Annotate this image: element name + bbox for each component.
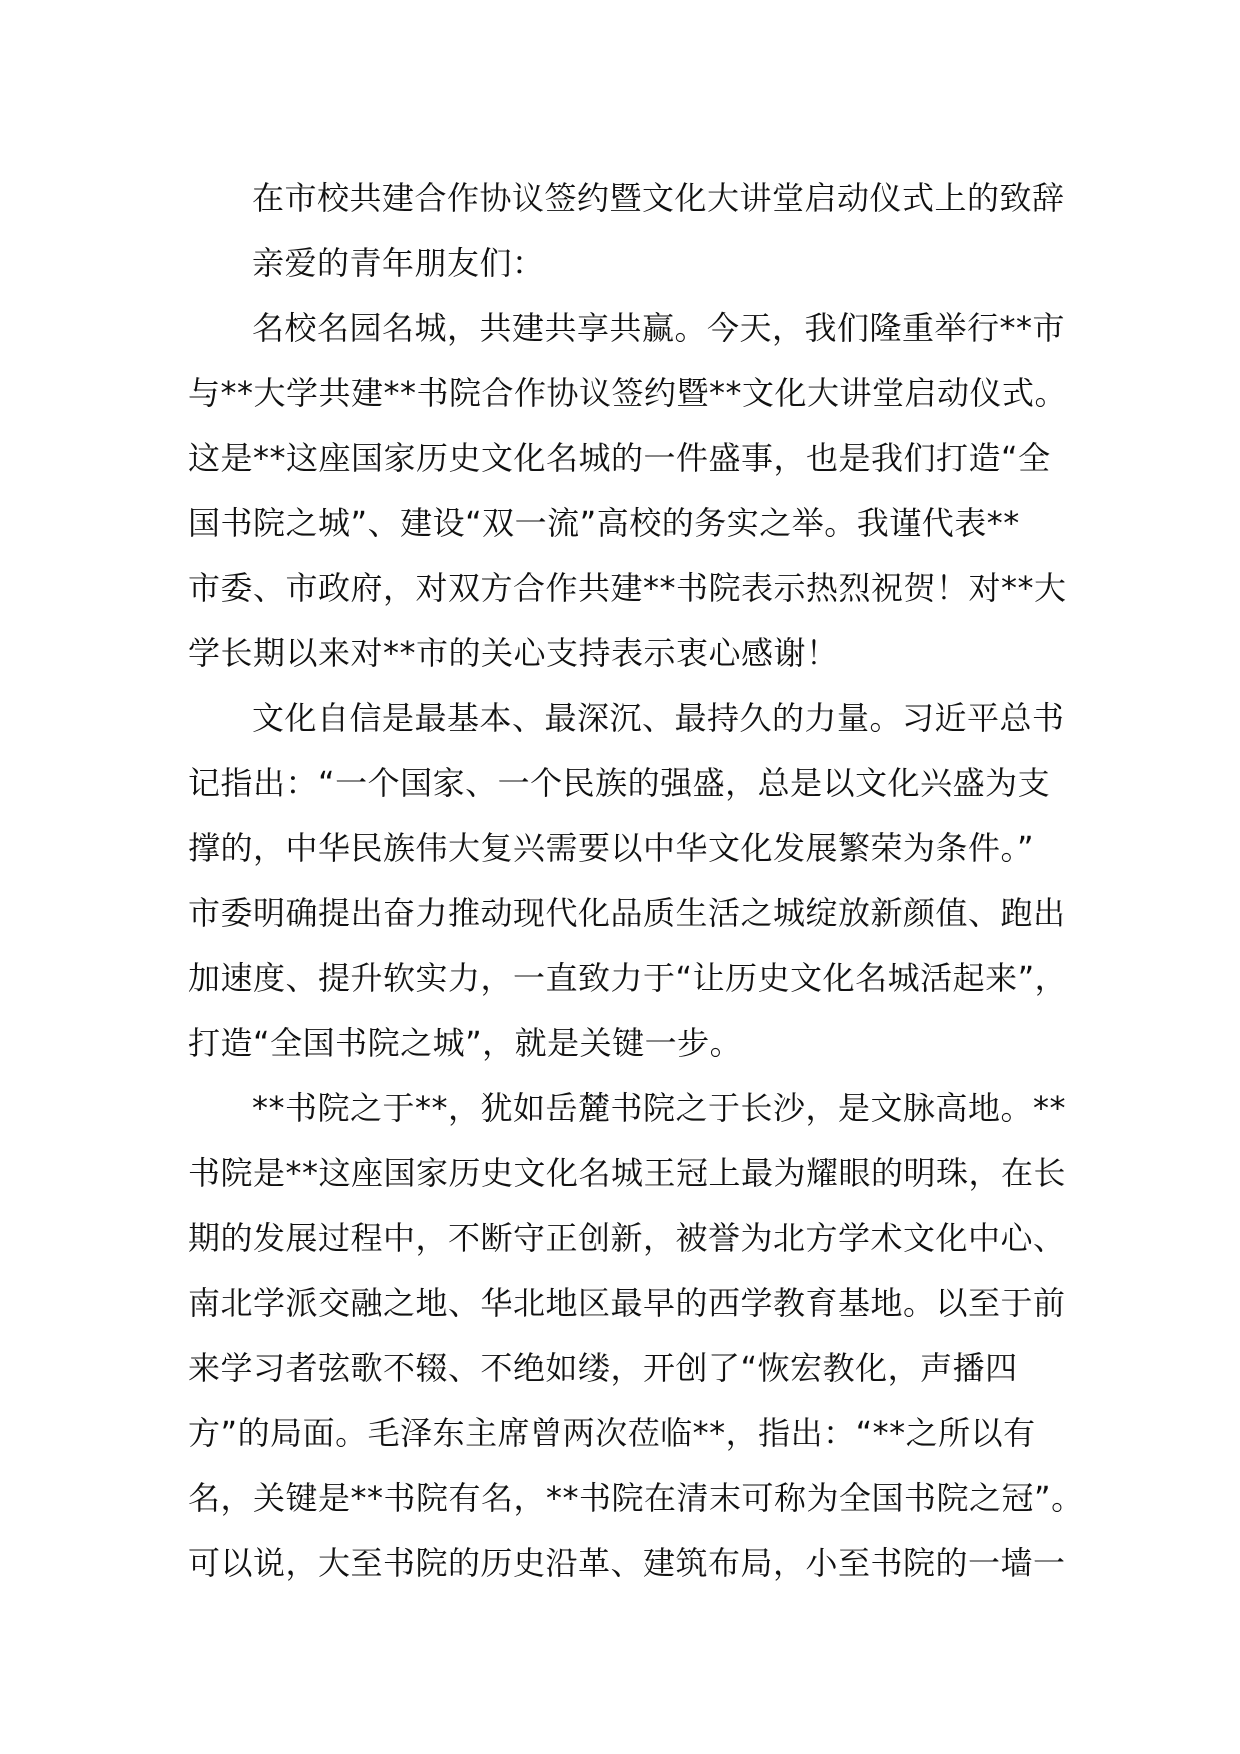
- paragraph-line: 与**大学共建**书院合作协议签约暨**文化大讲堂启动仪式。: [188, 374, 1068, 412]
- paragraph-line: 学长期以来对**市的关心支持表示衷心感谢！: [188, 634, 839, 672]
- paragraph-line: 加速度、提升软实力，一直致力于“让历史文化名城活起来”，: [188, 959, 1068, 997]
- paragraph-line: 打造“全国书院之城”，就是关键一步。: [188, 1024, 743, 1062]
- document-body: [188, 166, 1084, 1596]
- paragraph-line: 市委明确提出奋力推动现代化品质生活之城绽放新颜值、跑出: [188, 894, 1066, 932]
- paragraph-line: 市委、市政府，对双方合作共建**书院表示热烈祝贺！对**大: [188, 569, 1067, 607]
- paragraph-2: [188, 686, 1076, 1076]
- paragraph-line: 期的发展过程中，不断守正创新，被誉为北方学术文化中心、: [188, 1219, 1066, 1257]
- paragraph-line: 名，关键是**书院有名，**书院在清末可称为全国书院之冠”。: [188, 1479, 1084, 1517]
- paragraph-line: 文化自信是最基本、最深沉、最持久的力量。习近平总书: [252, 699, 1065, 737]
- paragraph-line: 记指出：“一个国家、一个民族的强盛，总是以文化兴盛为支: [188, 764, 1051, 802]
- paragraph-line: 来学习者弦歌不辍、不绝如缕，开创了“恢宏教化，声播四: [188, 1349, 1018, 1387]
- paragraph-line: 名校名园名城，共建共享共赢。今天，我们隆重举行**市: [252, 309, 1066, 347]
- paragraph-line: 南北学派交融之地、华北地区最早的西学教育基地。以至于前: [188, 1284, 1066, 1322]
- paragraph-line: 国书院之城”、建设“双一流”高校的务实之举。我谨代表**: [188, 504, 1020, 542]
- paragraph-line: 撑的，中华民族伟大复兴需要以中华文化发展繁荣为条件。”: [188, 829, 1035, 867]
- document-title: 在市校共建合作协议签约暨文化大讲堂启动仪式上的致辞: [252, 179, 1065, 217]
- paragraph-1: [188, 296, 1076, 686]
- paragraph-line: 书院是**这座国家历史文化名城王冠上最为耀眼的明珠，在长: [188, 1154, 1067, 1192]
- paragraph-line: 这是**这座国家历史文化名城的一件盛事，也是我们打造“全: [188, 439, 1051, 477]
- salutation: 亲爱的青年朋友们：: [252, 244, 545, 282]
- paragraph-line: 方”的局面。毛泽东主席曾两次莅临**，指出：“**之所以有: [188, 1414, 1036, 1452]
- paragraph-3: [188, 1076, 1084, 1596]
- paragraph-line: **书院之于**，犹如岳麓书院之于长沙，是文脉高地。**: [252, 1089, 1067, 1127]
- paragraph-line: 可以说，大至书院的历史沿革、建筑布局，小至书院的一墙一: [188, 1544, 1066, 1582]
